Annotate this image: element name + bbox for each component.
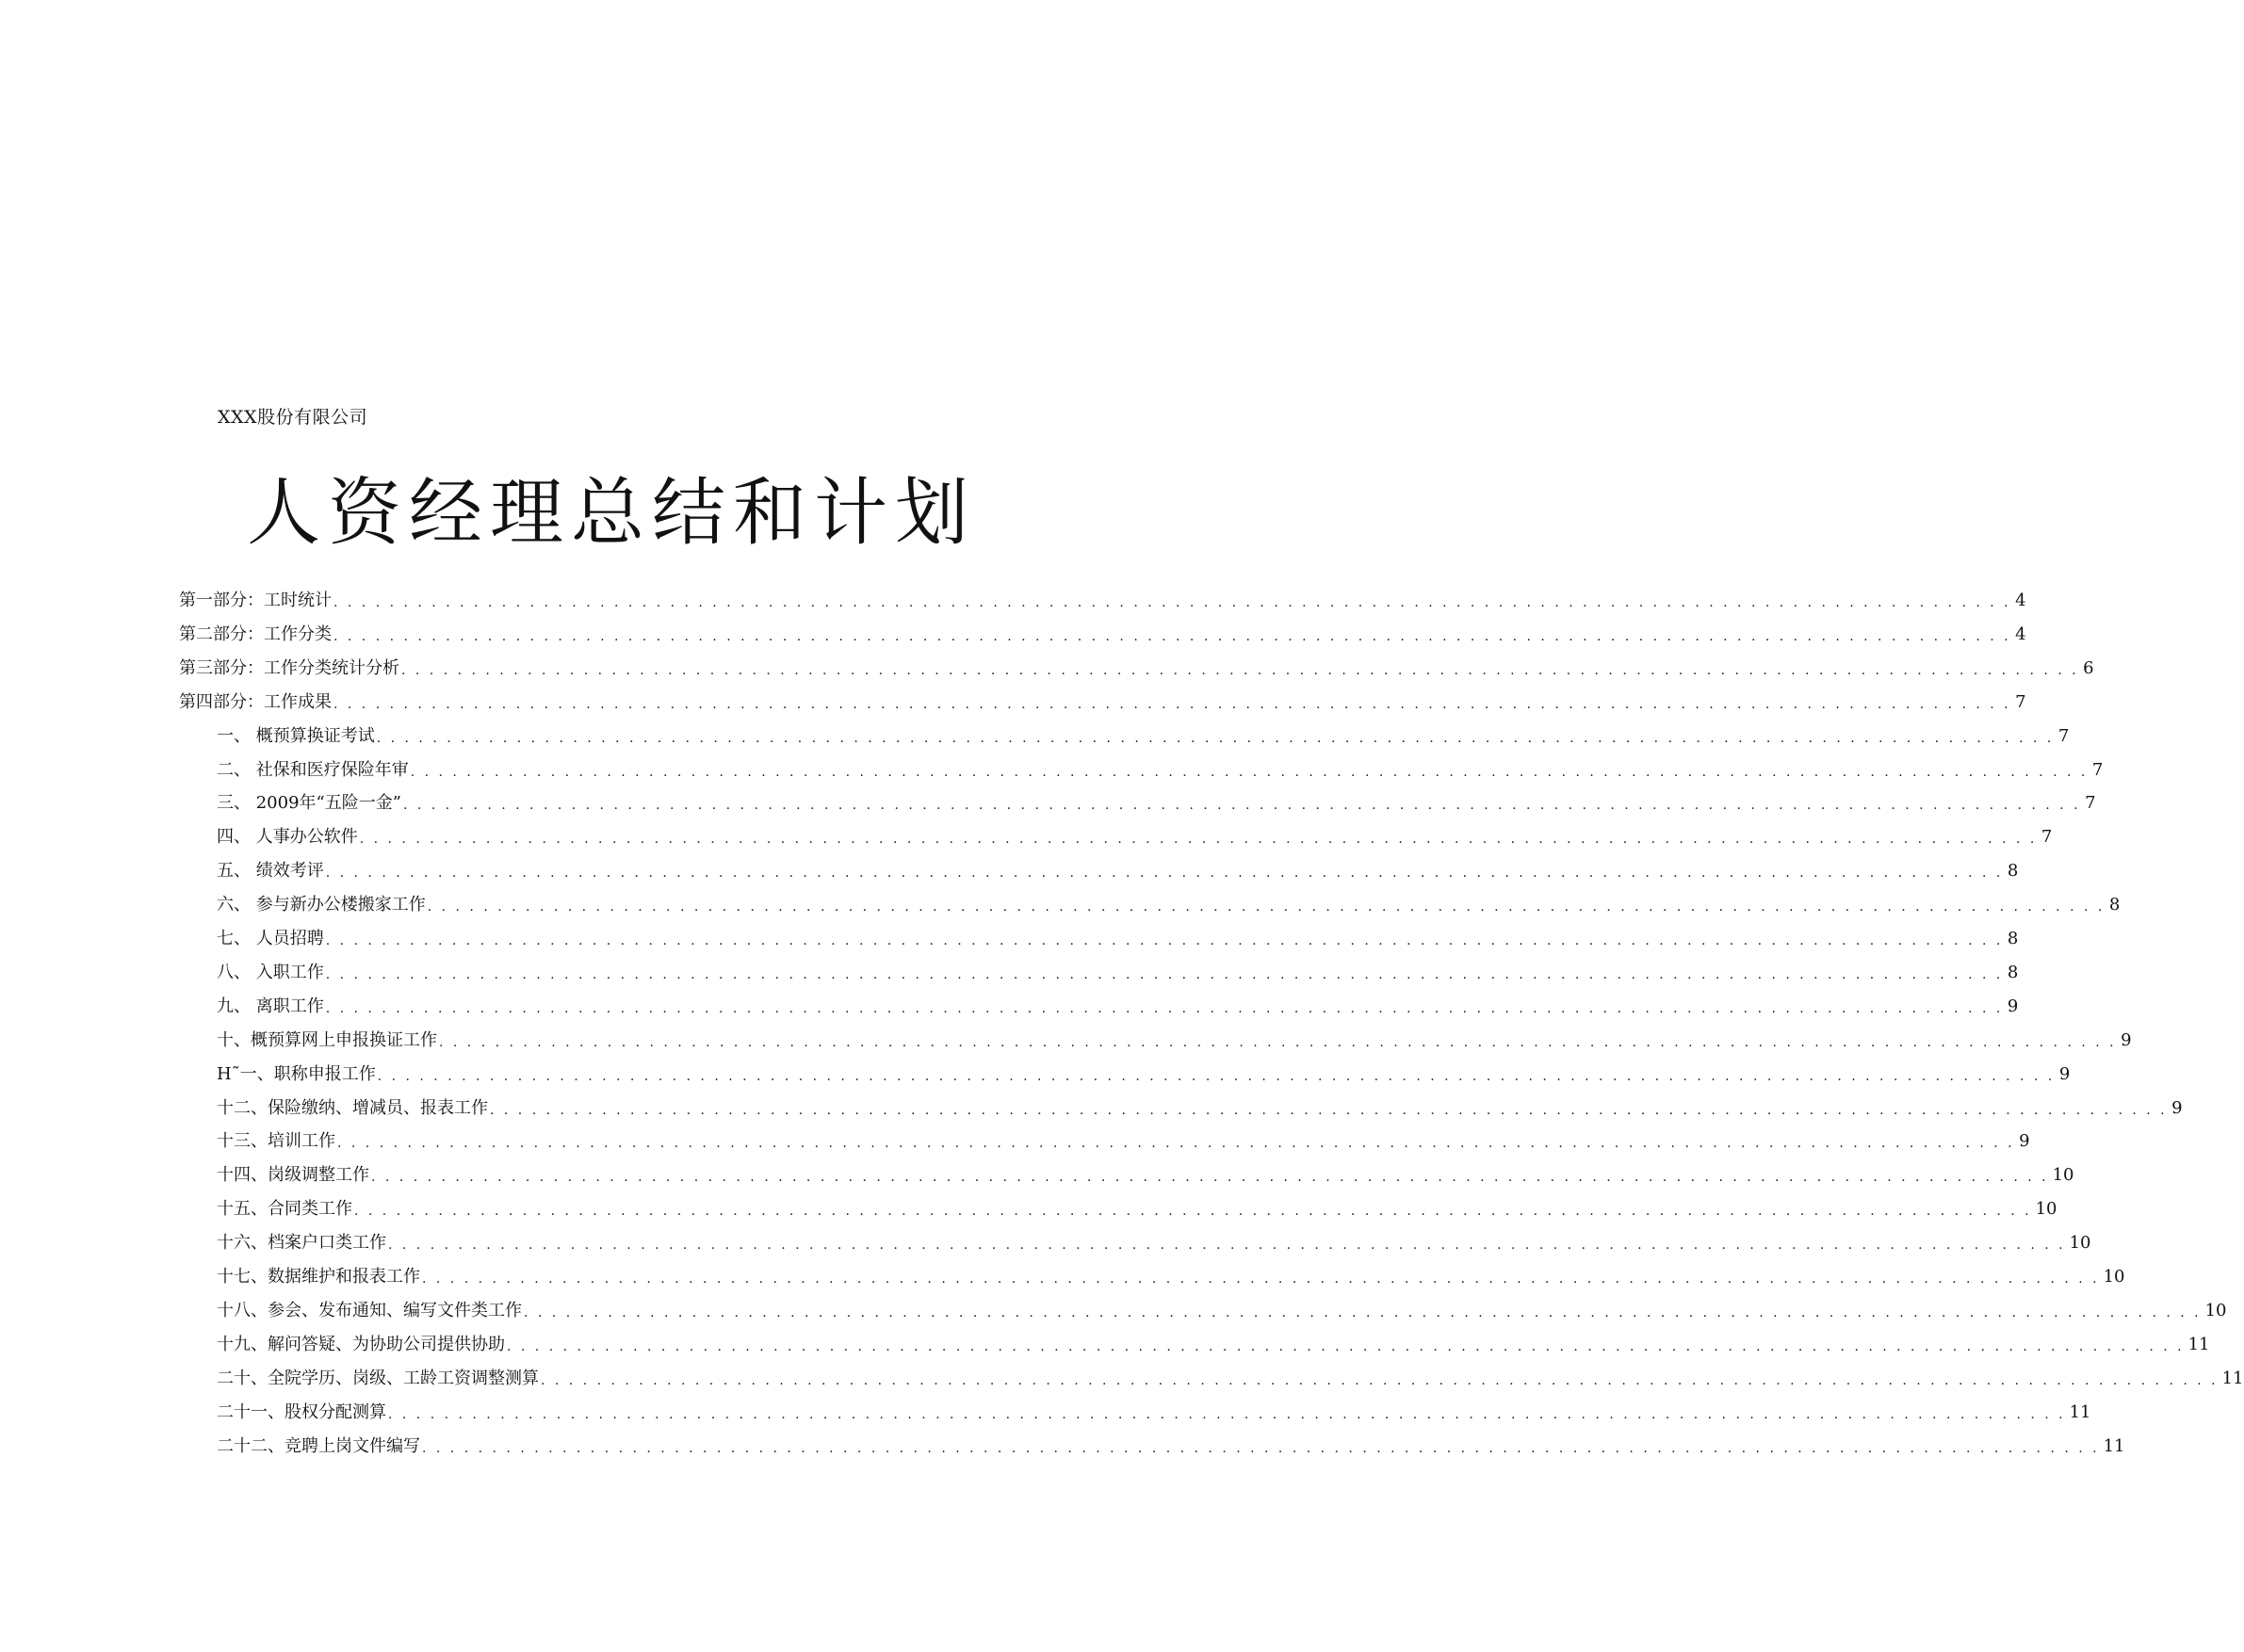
- toc-leader-dots: . . . . . . . . . . . . . . . . . . . . . . . . . . . . . . . . . . . . . . . . . . . . . . . . . . . . . . . . . . . . . . . . . . . . . . . . . . . . . . . . . . . . . . . . . . . . . . . . . . . . . . . . . . . . . . . . . . . . . . . .: [325, 966, 2004, 982]
- toc-leader-dots: . . . . . . . . . . . . . . . . . . . . . . . . . . . . . . . . . . . . . . . . . . . . . . . . . . . . . . . . . . . . . . . . . . . . . . . . . . . . . . . . . . . . . . . . . . . . . . . . . . . . . . . . . . . . . . . . . . . . . . . .: [422, 1440, 2100, 1456]
- toc-leader-dots: . . . . . . . . . . . . . . . . . . . . . . . . . . . . . . . . . . . . . . . . . . . . . . . . . . . . . . . . . . . . . . . . . . . . . . . . . . . . . . . . . . . . . . . . . . . . . . . . . . . . . . . . . . . . . . . . . . . . . . . .: [325, 866, 2004, 882]
- toc-entry-page: 7: [2041, 827, 2053, 848]
- toc-entry-label: 六、 参与新办公楼搬家工作: [217, 895, 426, 915]
- toc-entry-page: 10: [2103, 1267, 2125, 1287]
- document-title: 人资经理总结和计划: [247, 471, 977, 556]
- toc-entry-page: 7: [2015, 691, 2026, 712]
- toc-entry-label: 二十二、竞聘上岗文件编写: [217, 1435, 420, 1456]
- toc-entry-page: 10: [2035, 1199, 2057, 1220]
- toc-leader-dots: . . . . . . . . . . . . . . . . . . . . . . . . . . . . . . . . . . . . . . . . . . . . . . . . . . . . . . . . . . . . . . . . . . . . . . . . . . . . . . . . . . . . . . . . . . . . . . . . . . . . . . . . . . . . . . . . . . . . . . . .: [490, 1102, 2168, 1118]
- toc-entry-label: 二十一、股权分配测算: [217, 1401, 386, 1422]
- toc-entry-page: 9: [2019, 1131, 2030, 1152]
- toc-entry-page: 8: [2007, 929, 2019, 948]
- toc-entry-label: 十三、培训工作: [217, 1131, 335, 1152]
- toc-leader-dots: . . . . . . . . . . . . . . . . . . . . . . . . . . . . . . . . . . . . . . . . . . . . . . . . . . . . . . . . . . . . . . . . . . . . . . . . . . . . . . . . . . . . . . . . . . . . . . . . . . . . . . . . . . . . . . . . . . . . . . . .: [524, 1304, 2202, 1320]
- toc-entry-label: 十二、保险缴纳、增减员、报表工作: [217, 1097, 488, 1118]
- toc-entry-label: 第二部分：工作分类: [179, 624, 332, 644]
- toc-leader-dots: . . . . . . . . . . . . . . . . . . . . . . . . . . . . . . . . . . . . . . . . . . . . . . . . . . . . . . . . . . . . . . . . . . . . . . . . . . . . . . . . . . . . . . . . . . . . . . . . . . . . . . . . . . . . . . . . . . . . . . . .: [333, 696, 2011, 712]
- toc-entry-label: 十九、解问答疑、为协助公司提供协助: [217, 1334, 505, 1354]
- toc-entry-label: 第三部分：工作分类统计分析: [179, 657, 399, 678]
- toc-leader-dots: . . . . . . . . . . . . . . . . . . . . . . . . . . . . . . . . . . . . . . . . . . . . . . . . . . . . . . . . . . . . . . . . . . . . . . . . . . . . . . . . . . . . . . . . . . . . . . . . . . . . . . . . . . . . . . . . . . . . . . . .: [333, 595, 2011, 610]
- toc-entry-label: 十六、档案户口类工作: [217, 1233, 386, 1254]
- toc-entry[interactable]: [179, 652, 2094, 680]
- toc-entry-page: 11: [2103, 1435, 2125, 1456]
- toc-entry[interactable]: [217, 1226, 2091, 1255]
- toc-leader-dots: . . . . . . . . . . . . . . . . . . . . . . . . . . . . . . . . . . . . . . . . . . . . . . . . . . . . . . . . . . . . . . . . . . . . . . . . . . . . . . . . . . . . . . . . . . . . . . . . . . . . . . . . . . . . . . . . . . . . . . . .: [354, 1204, 2032, 1220]
- toc-entry[interactable]: [217, 1294, 2227, 1322]
- toc-entry-page: 7: [2057, 725, 2070, 746]
- toc-entry[interactable]: [217, 1430, 2125, 1458]
- toc-entry-label: 九、 离职工作: [217, 996, 324, 1016]
- toc-entry-page: 10: [2069, 1233, 2091, 1254]
- toc-entry[interactable]: [179, 618, 2026, 646]
- toc-entry[interactable]: [217, 820, 2053, 849]
- toc-entry-page: 4: [2015, 624, 2026, 644]
- toc-leader-dots: . . . . . . . . . . . . . . . . . . . . . . . . . . . . . . . . . . . . . . . . . . . . . . . . . . . . . . . . . . . . . . . . . . . . . . . . . . . . . . . . . . . . . . . . . . . . . . . . . . . . . . . . . . . . . . . . . . . . . . . .: [422, 1271, 2100, 1287]
- toc-entry-label: 三、 2009年“五险一金”: [217, 793, 401, 814]
- toc-entry[interactable]: [217, 1260, 2125, 1288]
- toc-leader-dots: . . . . . . . . . . . . . . . . . . . . . . . . . . . . . . . . . . . . . . . . . . . . . . . . . . . . . . . . . . . . . . . . . . . . . . . . . . . . . . . . . . . . . . . . . . . . . . . . . . . . . . . . . . . . . . . . . . . . . . . .: [401, 662, 2079, 678]
- toc-leader-dots: . . . . . . . . . . . . . . . . . . . . . . . . . . . . . . . . . . . . . . . . . . . . . . . . . . . . . . . . . . . . . . . . . . . . . . . . . . . . . . . . . . . . . . . . . . . . . . . . . . . . . . . . . . . . . . . . . . . . . . . .: [359, 832, 2038, 848]
- toc-leader-dots: . . . . . . . . . . . . . . . . . . . . . . . . . . . . . . . . . . . . . . . . . . . . . . . . . . . . . . . . . . . . . . . . . . . . . . . . . . . . . . . . . . . . . . . . . . . . . . . . . . . . . . . . . . . . . . . . . . . . . . . .: [507, 1338, 2185, 1354]
- toc-entry[interactable]: [217, 1125, 2030, 1153]
- toc-leader-dots: . . . . . . . . . . . . . . . . . . . . . . . . . . . . . . . . . . . . . . . . . . . . . . . . . . . . . . . . . . . . . . . . . . . . . . . . . . . . . . . . . . . . . . . . . . . . . . . . . . . . . . . . . . . . . . . . . . . . . . . .: [333, 628, 2011, 644]
- toc-entry[interactable]: [217, 1192, 2057, 1221]
- toc-entry-page: 11: [2069, 1401, 2091, 1422]
- toc-entry-label: 二十、全院学历、岗级、工龄工资调整测算: [217, 1368, 539, 1388]
- toc-entry[interactable]: [217, 888, 2121, 916]
- company-name: XXX股份有限公司: [218, 407, 368, 428]
- toc-leader-dots: . . . . . . . . . . . . . . . . . . . . . . . . . . . . . . . . . . . . . . . . . . . . . . . . . . . . . . . . . . . . . . . . . . . . . . . . . . . . . . . . . . . . . . . . . . . . . . . . . . . . . . . . . . . . . . . . . . . . . . . .: [388, 1406, 2066, 1422]
- toc-entry[interactable]: [217, 786, 2096, 815]
- toc-entry-page: 10: [2052, 1165, 2074, 1186]
- toc-leader-dots: . . . . . . . . . . . . . . . . . . . . . . . . . . . . . . . . . . . . . . . . . . . . . . . . . . . . . . . . . . . . . . . . . . . . . . . . . . . . . . . . . . . . . . . . . . . . . . . . . . . . . . . . . . . . . . . . . . . . . . . .: [337, 1136, 2015, 1152]
- toc-entry[interactable]: [217, 1058, 2071, 1086]
- toc-entry[interactable]: [217, 922, 2019, 950]
- toc-entry-label: 八、 入职工作: [217, 962, 324, 982]
- toc-entry-page: 11: [2187, 1334, 2210, 1354]
- toc-entry-label: H˜一、职称申报工作: [217, 1063, 376, 1084]
- toc-entry-label: 十五、合同类工作: [217, 1199, 352, 1220]
- toc-entry-label: 十八、参会、发布通知、编写文件类工作: [217, 1300, 522, 1320]
- toc-leader-dots: . . . . . . . . . . . . . . . . . . . . . . . . . . . . . . . . . . . . . . . . . . . . . . . . . . . . . . . . . . . . . . . . . . . . . . . . . . . . . . . . . . . . . . . . . . . . . . . . . . . . . . . . . . . . . . . . . . . . . . . .: [325, 933, 2004, 948]
- toc-leader-dots: . . . . . . . . . . . . . . . . . . . . . . . . . . . . . . . . . . . . . . . . . . . . . . . . . . . . . . . . . . . . . . . . . . . . . . . . . . . . . . . . . . . . . . . . . . . . . . . . . . . . . . . . . . . . . . . . . . . . . . . .: [377, 1068, 2056, 1084]
- toc-entry-page: 8: [2108, 895, 2121, 915]
- toc-entry-page: 6: [2083, 657, 2094, 678]
- toc-entry-page: 10: [2204, 1300, 2227, 1320]
- toc-leader-dots: . . . . . . . . . . . . . . . . . . . . . . . . . . . . . . . . . . . . . . . . . . . . . . . . . . . . . . . . . . . . . . . . . . . . . . . . . . . . . . . . . . . . . . . . . . . . . . . . . . . . . . . . . . . . . . . . . . . . . . . .: [402, 798, 2081, 814]
- toc-entry-page: 7: [2091, 759, 2104, 780]
- toc-leader-dots: . . . . . . . . . . . . . . . . . . . . . . . . . . . . . . . . . . . . . . . . . . . . . . . . . . . . . . . . . . . . . . . . . . . . . . . . . . . . . . . . . . . . . . . . . . . . . . . . . . . . . . . . . . . . . . . . . . . . . . . .: [376, 730, 2055, 746]
- toc-entry-page: 11: [2221, 1368, 2244, 1388]
- toc-entry[interactable]: [179, 686, 2026, 714]
- toc-entry-page: 8: [2007, 962, 2019, 982]
- toc-entry[interactable]: [217, 720, 2070, 748]
- toc-leader-dots: . . . . . . . . . . . . . . . . . . . . . . . . . . . . . . . . . . . . . . . . . . . . . . . . . . . . . . . . . . . . . . . . . . . . . . . . . . . . . . . . . . . . . . . . . . . . . . . . . . . . . . . . . . . . . . . . . . . . . . . .: [427, 899, 2106, 915]
- toc-entry[interactable]: [217, 1092, 2183, 1120]
- toc-entry[interactable]: [217, 1328, 2210, 1356]
- toc-entry-label: 第四部分：工作成果: [179, 691, 332, 712]
- toc-entry-page: 8: [2007, 861, 2019, 882]
- toc-entry[interactable]: [217, 1024, 2132, 1052]
- toc-entry[interactable]: [217, 1158, 2074, 1187]
- toc-leader-dots: . . . . . . . . . . . . . . . . . . . . . . . . . . . . . . . . . . . . . . . . . . . . . . . . . . . . . . . . . . . . . . . . . . . . . . . . . . . . . . . . . . . . . . . . . . . . . . . . . . . . . . . . . . . . . . . . . . . . . . . .: [388, 1238, 2066, 1254]
- toc-entry[interactable]: [217, 1396, 2091, 1424]
- toc-entry-label: 一、 概预算换证考试: [217, 725, 375, 746]
- toc-leader-dots: . . . . . . . . . . . . . . . . . . . . . . . . . . . . . . . . . . . . . . . . . . . . . . . . . . . . . . . . . . . . . . . . . . . . . . . . . . . . . . . . . . . . . . . . . . . . . . . . . . . . . . . . . . . . . . . . . . . . . . . .: [439, 1034, 2117, 1050]
- toc-entry[interactable]: [217, 956, 2019, 984]
- toc-leader-dots: . . . . . . . . . . . . . . . . . . . . . . . . . . . . . . . . . . . . . . . . . . . . . . . . . . . . . . . . . . . . . . . . . . . . . . . . . . . . . . . . . . . . . . . . . . . . . . . . . . . . . . . . . . . . . . . . . . . . . . . .: [541, 1372, 2219, 1388]
- toc-leader-dots: . . . . . . . . . . . . . . . . . . . . . . . . . . . . . . . . . . . . . . . . . . . . . . . . . . . . . . . . . . . . . . . . . . . . . . . . . . . . . . . . . . . . . . . . . . . . . . . . . . . . . . . . . . . . . . . . . . . . . . . .: [325, 1000, 2004, 1016]
- toc-entry-label: 十七、数据维护和报表工作: [217, 1267, 420, 1287]
- toc-entry[interactable]: [217, 854, 2019, 883]
- toc-entry-page: 9: [2007, 996, 2019, 1016]
- toc-entry[interactable]: [217, 1362, 2244, 1390]
- toc-entry-label: 五、 绩效考评: [217, 861, 324, 882]
- toc-entry-label: 第一部分：工时统计: [179, 591, 332, 610]
- toc-entry-page: 4: [2015, 591, 2026, 610]
- toc-entry-page: 9: [2058, 1063, 2071, 1084]
- toc-entry[interactable]: [217, 990, 2019, 1018]
- toc-entry[interactable]: [217, 753, 2104, 782]
- toc-entry-label: 十、概预算网上申报换证工作: [217, 1029, 437, 1050]
- toc-entry-label: 十四、岗级调整工作: [217, 1165, 369, 1186]
- toc-leader-dots: . . . . . . . . . . . . . . . . . . . . . . . . . . . . . . . . . . . . . . . . . . . . . . . . . . . . . . . . . . . . . . . . . . . . . . . . . . . . . . . . . . . . . . . . . . . . . . . . . . . . . . . . . . . . . . . . . . . . . . . .: [371, 1170, 2049, 1186]
- toc-entry[interactable]: [179, 584, 2026, 612]
- toc-entry-label: 四、 人事办公软件: [217, 827, 358, 848]
- toc-entry-page: 9: [2121, 1029, 2132, 1050]
- toc-entry-page: 7: [2085, 793, 2096, 814]
- toc-leader-dots: . . . . . . . . . . . . . . . . . . . . . . . . . . . . . . . . . . . . . . . . . . . . . . . . . . . . . . . . . . . . . . . . . . . . . . . . . . . . . . . . . . . . . . . . . . . . . . . . . . . . . . . . . . . . . . . . . . . . . . . .: [410, 764, 2089, 780]
- toc-entry-label: 二、 社保和医疗保险年审: [217, 759, 409, 780]
- toc-entry-page: 9: [2171, 1097, 2183, 1118]
- toc-entry-label: 七、 人员招聘: [217, 929, 324, 948]
